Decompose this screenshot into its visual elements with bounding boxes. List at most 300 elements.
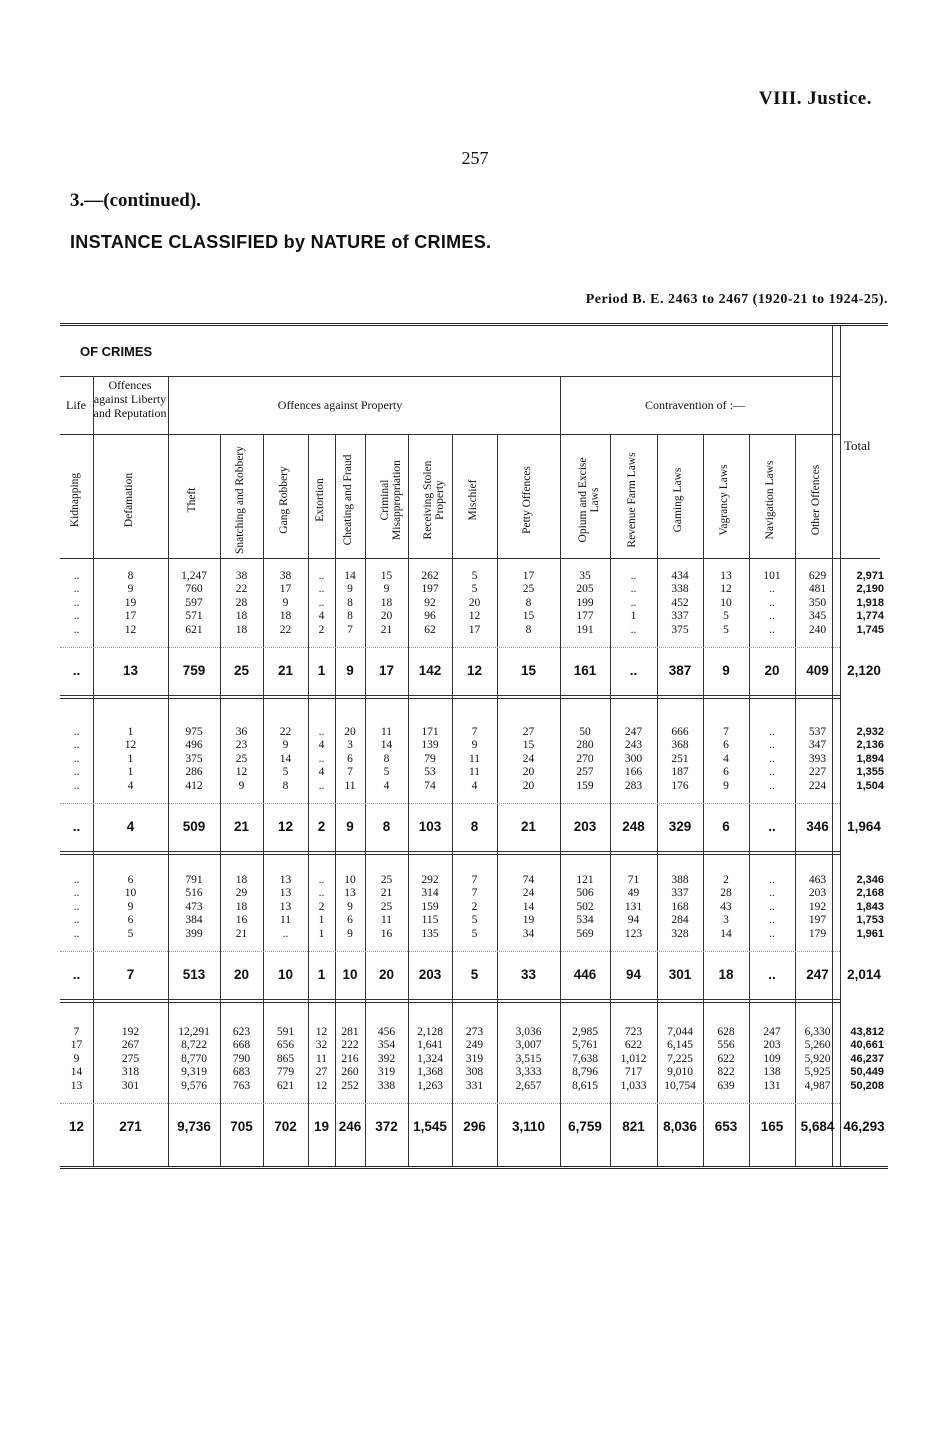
summary-cell: 165: [760, 1119, 784, 1134]
table-cell: 270: [576, 752, 594, 765]
table-cell: 760: [185, 583, 203, 596]
table-cell: 192: [121, 1026, 140, 1038]
table-cell: 7,638: [572, 1052, 598, 1065]
summary-cell: 10: [342, 967, 358, 982]
table-cell: 15: [522, 610, 535, 623]
table-cell: ..: [318, 779, 325, 792]
summary-cell: 2,120: [847, 663, 881, 678]
summary-cell: 25: [233, 663, 250, 678]
summary-cell: 653: [714, 1119, 738, 1134]
table-cell: 1,641: [417, 1039, 443, 1052]
table-cell: ..: [769, 900, 775, 913]
table-cell: ..: [630, 596, 637, 609]
table-cell: 412: [185, 779, 203, 792]
table-cell: 496: [185, 739, 203, 752]
table-cell: 138: [763, 1066, 781, 1079]
table-cell: 534: [576, 914, 594, 927]
table-cell: 249: [465, 1039, 484, 1052]
table-cell: ..: [769, 752, 775, 765]
table-cell: 571: [185, 610, 203, 623]
table-cell: 115: [421, 914, 439, 927]
table-cell: 11: [315, 1052, 328, 1065]
summary-cell: 9: [346, 663, 354, 678]
table-cell: 11: [279, 914, 292, 927]
table-cell: 452: [671, 596, 689, 609]
table-cell: 121: [576, 874, 594, 886]
table-cell: ..: [318, 570, 325, 582]
table-cell: 2,657: [515, 1079, 542, 1092]
table-cell: 388: [671, 874, 689, 886]
table-cell: 319: [377, 1066, 396, 1079]
table-cell: 3,036: [515, 1026, 542, 1038]
table-cell: 8: [282, 779, 289, 792]
table-cell: 9,010: [667, 1066, 693, 1079]
table-cell: 639: [717, 1079, 735, 1092]
table-cell: 10: [124, 887, 137, 900]
table-cell: 46,237: [850, 1052, 884, 1065]
table-cell: 2,971: [856, 570, 884, 582]
table-cell: 347: [808, 739, 827, 752]
table-cell: 5: [723, 610, 729, 623]
table-cell: 5: [471, 570, 478, 582]
table-cell: 7: [347, 623, 353, 636]
table-cell: 822: [717, 1066, 735, 1079]
summary-cell: 9,736: [177, 1119, 211, 1134]
table-cell: 6: [347, 914, 353, 927]
header-rule: [60, 376, 840, 377]
table-cell: 131: [763, 1079, 781, 1092]
table-cell: ..: [769, 739, 775, 752]
table-cell: 392: [377, 1052, 396, 1065]
summary-cell: 248: [622, 819, 645, 834]
table-cell: 328: [671, 927, 689, 940]
table-cell: 9,576: [181, 1079, 207, 1092]
table-cell: 22: [235, 583, 248, 596]
table-cell: 25: [522, 583, 535, 596]
table-cell: 683: [232, 1066, 251, 1079]
table-cell: 14: [380, 739, 393, 752]
summary-cell: 6,759: [568, 1119, 602, 1134]
table-cell: 243: [624, 739, 643, 752]
table-cell: 621: [185, 623, 203, 636]
table-cell: 20: [380, 610, 393, 623]
summary-cell: 12: [277, 819, 294, 834]
table-cell: 29: [235, 887, 248, 900]
summary-cell: 103: [418, 819, 442, 834]
summary-cell: 409: [806, 663, 829, 678]
block-rule: [60, 1103, 840, 1104]
summary-cell: 509: [182, 819, 206, 834]
table-cell: 101: [763, 570, 781, 582]
table-cell: 13: [279, 887, 292, 900]
summary-cell: 19: [313, 1119, 330, 1134]
table-cell: ..: [318, 726, 325, 738]
table-cell: 275: [121, 1052, 140, 1065]
summary-cell: 18: [718, 967, 734, 982]
table-cell: ..: [318, 583, 325, 596]
table-cell: 96: [424, 610, 436, 623]
table-cell: 4: [318, 739, 325, 752]
table-cell: 12: [124, 739, 137, 752]
table-cell: 337: [671, 887, 689, 900]
table-cell: 280: [576, 739, 594, 752]
table-cell: 13: [720, 570, 732, 582]
table-cell: 1,753: [856, 914, 884, 927]
table-cell: 16: [380, 927, 393, 940]
summary-cell: 203: [573, 819, 597, 834]
block-separator: [60, 851, 840, 855]
table-cell: 13: [344, 887, 356, 900]
table-cell: 2,190: [856, 583, 884, 596]
column-header-15: Navigation Laws: [764, 460, 776, 540]
table-cell: 434: [671, 570, 689, 582]
table-cell: 331: [465, 1079, 484, 1092]
summary-cell: 20: [764, 663, 780, 678]
table-cell: 222: [341, 1039, 359, 1052]
table-cell: 13: [279, 900, 292, 913]
table-cell: ..: [73, 739, 80, 752]
column-header-5: Extortion: [313, 478, 326, 522]
table-cell: 368: [671, 739, 689, 752]
table-cell: 176: [671, 779, 689, 792]
column-header-14: Vagrancy Laws: [718, 464, 730, 536]
table-cell: 251: [671, 752, 689, 765]
group-property: Offences against Property: [277, 398, 403, 412]
table-cell: 50,449: [850, 1066, 884, 1079]
table-cell: 171: [421, 726, 439, 738]
table-cell: ..: [318, 887, 325, 900]
summary-cell: 2: [317, 819, 326, 834]
table-cell: 6,145: [667, 1039, 693, 1052]
summary-cell: 6: [722, 819, 730, 834]
table-cell: ..: [73, 887, 80, 900]
table-cell: 284: [671, 914, 689, 927]
summary-cell: 246: [338, 1119, 362, 1134]
table-cell: 50,208: [850, 1079, 884, 1092]
table-cell: 2,346: [856, 874, 884, 886]
table-cell: 7,225: [667, 1052, 693, 1065]
summary-cell: 702: [274, 1119, 297, 1134]
table-cell: 5: [471, 927, 478, 940]
table-cell: 4: [318, 766, 325, 779]
table-cell: 24: [522, 887, 535, 900]
table-cell: 8: [347, 596, 353, 609]
summary-cell: 821: [622, 1119, 645, 1134]
summary-cell: 4: [126, 819, 135, 834]
table-cell: 20: [522, 779, 535, 792]
table-cell: ..: [73, 570, 80, 582]
summary-cell: 17: [378, 663, 395, 678]
summary-cell: ..: [768, 967, 776, 982]
summary-cell: 15: [520, 663, 537, 678]
table-cell: 723: [624, 1026, 643, 1038]
table-cell: 5,920: [804, 1052, 831, 1065]
summary-cell: 13: [122, 663, 139, 678]
table-cell: 12: [124, 623, 137, 636]
table-cell: 399: [185, 927, 203, 940]
table-cell: 109: [763, 1052, 781, 1065]
table-cell: 763: [232, 1079, 251, 1092]
table-cell: 18: [235, 900, 248, 913]
table-cell: ..: [769, 766, 775, 779]
table-cell: 23: [235, 739, 248, 752]
table-cell: 393: [808, 752, 827, 765]
table-cell: 35: [579, 570, 591, 582]
column-header-16: Other Offences: [809, 464, 822, 536]
table-cell: 6: [127, 874, 134, 886]
table-cell: 656: [276, 1039, 295, 1052]
summary-cell: 296: [463, 1119, 486, 1134]
table-cell: 20: [468, 596, 481, 609]
table-cell: 481: [808, 583, 827, 596]
table-cell: 24: [522, 752, 535, 765]
table-cell: 197: [808, 914, 827, 927]
summary-cell: 247: [806, 967, 829, 982]
column-header-2: Theft: [186, 487, 198, 513]
table-cell: 28: [235, 596, 248, 609]
summary-cell: 2,014: [847, 967, 881, 982]
summary-cell: 46,293: [843, 1119, 885, 1134]
table-cell: 25: [380, 900, 393, 913]
table-cell: 203: [808, 887, 827, 900]
table-cell: 2: [723, 874, 729, 886]
table-cell: 203: [763, 1039, 781, 1052]
table-cell: ..: [769, 623, 775, 636]
table-cell: 20: [344, 726, 356, 738]
table-cell: 5,925: [804, 1066, 831, 1079]
summary-cell: 21: [277, 663, 294, 678]
table-cell: 1,324: [417, 1052, 443, 1065]
table-cell: 314: [421, 887, 439, 900]
table-cell: 5: [723, 623, 729, 636]
table-cell: ..: [769, 596, 775, 609]
table-cell: 506: [576, 887, 594, 900]
table-cell: 11: [344, 779, 356, 792]
block-rule: [60, 647, 840, 648]
summary-cell: 12: [466, 663, 483, 678]
table-cell: 281: [341, 1026, 359, 1038]
table-cell: ..: [73, 914, 80, 927]
table-cell: 4,987: [804, 1079, 831, 1092]
table-cell: 14: [344, 570, 356, 582]
table-cell: 8,722: [181, 1039, 207, 1052]
column-header-10: Petty Offences: [520, 466, 533, 534]
table-cell: ..: [318, 752, 325, 765]
table-cell: 1: [127, 726, 134, 738]
table-cell: 7: [471, 887, 478, 900]
summary-cell: 9: [346, 819, 354, 834]
table-cell: 36: [235, 726, 248, 738]
table-cell: 9: [347, 583, 353, 596]
table-cell: 21: [380, 623, 393, 636]
table-cell: 463: [808, 874, 827, 886]
table-cell: 179: [808, 927, 827, 940]
table-cell: 19: [124, 596, 137, 609]
table-cell: 4: [318, 610, 325, 623]
table-cell: 622: [717, 1052, 735, 1065]
summary-cell: 7: [126, 967, 135, 982]
table-cell: 252: [341, 1079, 359, 1092]
table-cell: 19: [522, 914, 535, 927]
summary-cell: 301: [668, 967, 692, 982]
table-cell: 14: [70, 1066, 83, 1079]
table-cell: 318: [121, 1066, 140, 1079]
table-cell: ..: [73, 610, 80, 623]
table-cell: 9: [347, 927, 353, 940]
table-cell: 3,007: [515, 1039, 542, 1052]
summary-cell: 513: [182, 967, 206, 982]
table-cell: 350: [808, 596, 827, 609]
table-cell: 205: [576, 583, 594, 596]
summary-cell: 346: [806, 819, 829, 834]
table-cell: 1,961: [856, 927, 884, 940]
table-cell: 5: [127, 927, 134, 940]
table-cell: 187: [671, 766, 689, 779]
table-cell: 3: [347, 739, 353, 752]
header-rule: [60, 558, 880, 559]
column-header-8: Receiving Stolen Property: [422, 460, 446, 540]
table-cell: 975: [185, 726, 203, 738]
table-cell: 135: [421, 927, 439, 940]
block-separator: [60, 695, 840, 699]
table-cell: 53: [424, 766, 436, 779]
table-cell: 2,136: [856, 739, 884, 752]
table-cell: 262: [421, 570, 439, 582]
table-cell: 20: [522, 766, 535, 779]
summary-cell: 9: [722, 663, 730, 678]
table-cell: 18: [235, 623, 248, 636]
table-cell: 159: [576, 779, 594, 792]
table-cell: 159: [421, 900, 439, 913]
table-cell: ..: [630, 570, 637, 582]
table-cell: 15: [380, 570, 393, 582]
table-cell: 247: [763, 1026, 781, 1038]
table-cell: ..: [73, 583, 80, 596]
table-cell: 622: [624, 1039, 643, 1052]
table-cell: ..: [630, 623, 637, 636]
table-cell: 192: [808, 900, 827, 913]
table-cell: 1,918: [856, 596, 884, 609]
table-cell: 18: [380, 596, 393, 609]
table-cell: 1: [318, 914, 325, 927]
group-total: Total: [844, 438, 871, 453]
summary-cell: 21: [520, 819, 537, 834]
table-cell: 13: [279, 874, 292, 886]
table-cell: 6: [723, 739, 729, 752]
table-cell: 7,044: [667, 1026, 693, 1038]
table-cell: 12,291: [178, 1026, 210, 1038]
summary-cell: ..: [72, 819, 81, 834]
summary-cell: 20: [378, 967, 395, 982]
table-cell: 1,247: [181, 570, 207, 582]
table-cell: 43: [720, 900, 732, 913]
summary-cell: 759: [182, 663, 206, 678]
group-contravention: Contravention of :—: [645, 398, 745, 412]
table-cell: 40,661: [850, 1039, 884, 1052]
table-cell: 21: [380, 887, 393, 900]
table-cell: ..: [73, 779, 80, 792]
table-title: INSTANCE CLASSIFIED by NATURE of CRIMES.: [70, 232, 492, 252]
table-caption: OF CRIMES: [80, 344, 153, 359]
table-cell: 25: [380, 874, 393, 886]
table-cell: ..: [769, 887, 775, 900]
page-number: 257: [461, 148, 489, 168]
table-cell: 6: [127, 914, 134, 927]
table-cell: 623: [232, 1026, 251, 1038]
summary-cell: 8,036: [663, 1119, 697, 1134]
column-header-0: Kidnapping: [68, 472, 81, 528]
table-cell: 7: [73, 1026, 80, 1038]
table-cell: 790: [232, 1052, 251, 1065]
summary-cell: 1,545: [413, 1119, 447, 1134]
table-cell: 283: [624, 779, 643, 792]
table-cell: 7: [471, 874, 478, 886]
table-cell: 92: [424, 596, 436, 609]
table-cell: 5,761: [572, 1039, 598, 1052]
table-cell: 2: [318, 623, 325, 636]
table-cell: 7: [723, 726, 729, 738]
table-cell: 71: [627, 874, 640, 886]
table-cell: 9: [347, 900, 353, 913]
table-cell: 14: [279, 752, 292, 765]
table-cell: 11: [468, 752, 481, 765]
column-header-1: Defamation: [122, 472, 135, 528]
table-cell: 9: [383, 583, 390, 596]
column-header-6: Cheating and Fraud: [342, 454, 354, 546]
table-cell: 337: [671, 610, 689, 623]
summary-cell: 33: [520, 967, 537, 982]
table-cell: ..: [73, 927, 80, 940]
table-cell: 10: [344, 874, 356, 886]
summary-cell: 372: [375, 1119, 398, 1134]
summary-cell: 3,110: [511, 1119, 546, 1134]
table-cell: 375: [671, 623, 689, 636]
table-cell: 43,812: [850, 1026, 884, 1038]
table-cell: 224: [808, 779, 827, 792]
summary-cell: 203: [418, 967, 442, 982]
table-cell: 1,745: [856, 623, 884, 636]
table-cell: 319: [465, 1052, 484, 1065]
table-cell: 79: [424, 752, 436, 765]
table-cell: 338: [377, 1079, 396, 1092]
table-cell: 8: [127, 570, 134, 582]
table-cell: 12: [315, 1079, 328, 1092]
summary-cell: ..: [72, 663, 81, 678]
table-cell: 5,260: [804, 1039, 831, 1052]
table-cell: 8,615: [572, 1079, 598, 1092]
table-cell: 621: [276, 1079, 295, 1092]
table-cell: ..: [630, 583, 637, 596]
summary-cell: 10: [277, 967, 294, 982]
table-cell: 5: [471, 914, 478, 927]
table-cell: 1,355: [856, 766, 884, 779]
summary-cell: ..: [768, 819, 776, 834]
table-cell: ..: [73, 874, 80, 886]
table-cell: 247: [624, 726, 643, 738]
table-cell: ..: [769, 726, 775, 738]
table-cell: 17: [70, 1039, 83, 1052]
table-cell: 1: [630, 610, 637, 623]
table-cell: ..: [73, 623, 80, 636]
table-cell: ..: [769, 779, 775, 792]
table-cell: 123: [624, 927, 643, 940]
table-cell: 9: [238, 779, 245, 792]
table-cell: 28: [720, 887, 732, 900]
table-cell: 131: [624, 900, 643, 913]
summary-cell: 329: [668, 819, 692, 834]
table-cell: ..: [769, 927, 775, 940]
summary-cell: 5,684: [800, 1119, 835, 1134]
